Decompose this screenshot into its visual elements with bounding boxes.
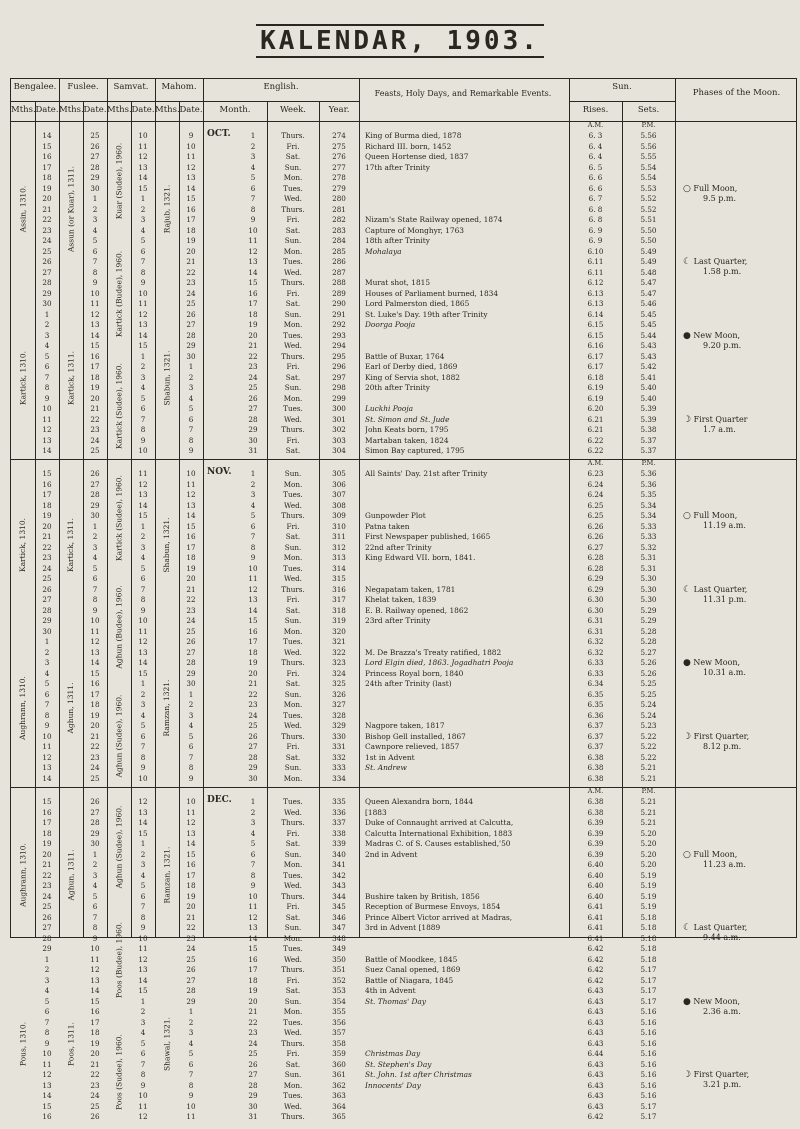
moon-phase-time: 11.19 a.m. — [703, 521, 746, 530]
event-item — [365, 637, 565, 648]
rises-column: 6.38 6.38 6.39 6.39 6.39 6.39 6.40 6.40 6.40 6.40 6.41 6.41 6.41 6.41 6.42 6.42 6.42 6.42 6.43 6.43 6.43 6.43 6.43 6.43 6.44 6.43 6.43 6.43 6.43 6.43 6.42 — [587, 797, 604, 1121]
event-item — [365, 1102, 565, 1113]
beng-dates-column: 15 16 17 18 19 20 21 22 23 24 25 26 27 28 29 1 2 3 4 5 6 7 8 9 10 11 12 13 14 15 16 — [42, 797, 52, 1121]
event-item: 18th after Trinity — [365, 236, 430, 245]
event-item: Patna taken — [365, 521, 410, 531]
moon-phase-icon: ☽ — [683, 731, 692, 742]
fus-dates-column: 25 26 27 28 29 30 1 2 3 4 5 6 7 8 9 10 11 12 13 14 15 16 17 18 19 20 21 22 23 24 25 — [90, 131, 100, 455]
event-item: Battle of Niagara, 1845 — [365, 975, 454, 985]
event-item: Luckhi Pooja — [365, 404, 414, 413]
years-column: 305 306 307 308 309 310 311 312 313 314 315 316 317 318 319 320 321 322 323 324 325 326 327 328 329 330 331 332 333 334 — [332, 469, 346, 783]
fus-dates-column: 26 27 28 29 30 1 2 3 4 5 6 7 8 9 10 11 12 13 14 15 16 17 18 19 20 21 22 23 24 25 — [90, 469, 100, 783]
sam-months-label: Kartick (Sudee), 1960. — [114, 474, 123, 561]
sun-header: Sun. — [612, 82, 632, 92]
event-item: All Saints' Day. 21st after Trinity — [365, 469, 488, 478]
sam-dates-column: 10 11 12 13 14 15 1 2 3 4 5 6 7 8 9 10 11 12 13 14 15 1 2 3 4 5 6 7 8 9 10 — [138, 131, 148, 455]
sam-months-label: Aghun (Sudee), 1960. — [114, 694, 123, 777]
event-item: Queen Hortense died, 1837 — [365, 152, 469, 161]
event-item — [365, 194, 565, 205]
event-item: Cawnpore relieved, 1857 — [365, 742, 460, 751]
moon-phase-time: 8.12 p.m. — [703, 741, 742, 751]
mah-months-label: Shabun, 1321. — [162, 350, 171, 406]
month-header: Month. — [219, 105, 251, 115]
moon-phase — [683, 923, 793, 943]
sam-months-label: Kuar (Sudee), 1960. — [114, 143, 123, 220]
event-item — [365, 490, 565, 501]
moon-phase — [683, 732, 793, 752]
beng-months-label: Aughrann, 1310. — [18, 676, 27, 741]
bengalee-date-header: Date. — [35, 105, 59, 115]
moon-phase-name: Full Moon, — [693, 849, 738, 859]
sam-months-label: Poos (Sudee), 1960. — [114, 1034, 123, 1111]
event-item: 3rd in Advent [1889 — [365, 923, 441, 932]
am-label: A.M. — [587, 459, 604, 467]
event-item: Khelat taken, 1839 — [365, 595, 437, 604]
event-item — [365, 871, 565, 882]
moon-phase-icon: ● — [683, 330, 691, 341]
event-item — [365, 1007, 565, 1018]
month-separator — [11, 787, 796, 788]
mahom-mths-header: Mths. — [155, 105, 180, 115]
moon-phase-time: 9.44 a.m. — [703, 933, 741, 942]
event-item: Earl of Derby died, 1869 — [365, 362, 458, 371]
bengalee-mths-header: Mths. — [11, 105, 36, 115]
event-item: Lord Elgin died, 1863. Jogadhatri Pooja — [365, 658, 514, 667]
event-item — [365, 690, 565, 701]
samvat-header: Samvat. — [113, 82, 149, 92]
event-item — [365, 1091, 565, 1102]
event-item: Richard III. born, 1452 — [365, 141, 452, 151]
sam-dates-column: 12 13 14 15 1 2 3 4 5 6 7 8 9 10 11 12 13 14 15 1 2 3 4 5 6 7 8 9 10 11 12 — [138, 797, 148, 1121]
moon-phase-name: New Moon, — [693, 330, 741, 340]
week-header: Week. — [280, 105, 306, 115]
sam-months-label: Aghun (Sudee), 1960. — [114, 805, 123, 889]
moon-phase — [683, 997, 793, 1017]
fuslee-mths-header: Mths. — [59, 105, 84, 115]
beng-months-label: Kartick, 1310. — [18, 351, 27, 406]
moon-phase — [683, 658, 793, 678]
event-item: Princess Royal born, 1840 — [365, 668, 464, 678]
days-column: 1 2 3 4 5 6 7 8 9 10 11 12 13 14 15 16 17 18 19 20 21 22 23 24 25 26 27 28 29 30 31 — [248, 131, 258, 455]
rises-column: 6.23 6.24 6.24 6.25 6.25 6.26 6.26 6.27 6.28 6.28 6.29 6.29 6.30 6.30 6.31 6.31 6.32 6.32 6.33 6.33 6.34 6.35 6.35 6.36 6.37 6.37 6.37 6.38 6.38 6.38 — [587, 469, 604, 783]
event-item: Battle of Moodkee, 1845 — [365, 954, 458, 964]
fus-dates-column: 26 27 28 29 30 1 2 3 4 5 6 7 8 9 10 11 12 13 14 15 16 17 18 19 20 21 22 23 24 25 26 — [90, 797, 100, 1121]
event-item: [1883 — [365, 807, 387, 817]
event-item: St. Andrew — [365, 763, 407, 772]
event-item: King of Servia shot, 1882 — [365, 372, 461, 382]
event-item — [365, 173, 565, 184]
moon-phase-name: Last Quarter, — [693, 923, 748, 932]
event-item: 1st in Advent — [365, 752, 415, 762]
event-item: Capture of Monghyr, 1763 — [365, 225, 464, 235]
month-name: DEC. — [207, 795, 232, 805]
event-item — [365, 934, 565, 945]
pm-label: P.M. — [641, 787, 656, 795]
event-item — [365, 480, 565, 491]
moon-phase-icon: ☾ — [683, 257, 692, 267]
fuslee-date-header: Date. — [83, 105, 107, 115]
moon-phase-name: Last Quarter, — [693, 584, 748, 594]
moon-phase-time: 11.31 p.m. — [703, 594, 747, 604]
mah-months-label: Shabun, 1321. — [162, 517, 171, 573]
event-item — [365, 700, 565, 711]
moon-phase-icon: ☾ — [683, 923, 692, 933]
fus-months-label: Poos, 1311. — [66, 1022, 75, 1067]
event-item: Gunpowder Plot — [365, 511, 426, 520]
event-item: 22nd after Trinity — [365, 542, 432, 552]
event-item — [365, 564, 565, 575]
event-item — [365, 257, 565, 268]
event-item: Simon Bay captured, 1795 — [365, 446, 465, 455]
month-name: NOV. — [207, 467, 232, 477]
moon-phase-icon: ● — [683, 658, 691, 668]
event-item: First Newspaper published, 1665 — [365, 532, 491, 541]
event-item: St. John. 1st after Christmas — [365, 1070, 472, 1079]
moon-phase-icon: ○ — [683, 183, 691, 194]
event-item: E. B. Railway opened, 1862 — [365, 605, 469, 615]
days-column: 1 2 3 4 5 6 7 8 9 10 11 12 13 14 15 16 17 18 19 20 21 22 23 24 25 26 27 28 29 30 — [248, 469, 258, 783]
event-item: 23rd after Trinity — [365, 616, 431, 625]
event-item: Martaban taken, 1824 — [365, 435, 449, 445]
page-title: KALENDAR, 1903. — [0, 24, 800, 58]
event-item: Innocents' Day — [365, 1080, 421, 1090]
samvat-mths-header: Mths. — [107, 105, 132, 115]
beng-dates-column: 14 15 16 17 18 19 20 21 22 23 24 25 26 27 28 29 30 1 2 3 4 5 6 7 8 9 10 11 12 13 14 — [42, 131, 52, 455]
bengalee-header: Bengalee. — [13, 82, 57, 92]
moon-phase-time: 1.7 a.m. — [703, 424, 736, 434]
moon-phase-time: 1.58 p.m. — [703, 267, 742, 276]
mah-months-label: Shawal, 1321. — [162, 1017, 171, 1072]
event-item — [365, 205, 565, 216]
event-item: Bishop Gell installed, 1867 — [365, 731, 466, 741]
moon-phase-name: New Moon, — [693, 658, 741, 667]
moon-phase — [683, 585, 793, 605]
moon-phase-time: 10.31 a.m. — [703, 668, 746, 677]
events-column — [365, 469, 565, 784]
beng-months-label: Kartick, 1310. — [18, 517, 27, 572]
event-item — [365, 1039, 565, 1050]
moon-phase-icon: ☽ — [683, 414, 692, 425]
moon-phase — [683, 184, 793, 204]
mah-months-label: Ramzan, 1321. — [162, 846, 171, 904]
moon-phase — [683, 331, 793, 351]
feasts-header: Feasts, Holy Days, and Remarkable Events. — [374, 89, 552, 98]
event-item: King of Burma died, 1878 — [365, 131, 462, 140]
fus-months-label: Aghun, 1311. — [66, 682, 75, 734]
moon-phase-icon: ☾ — [683, 584, 692, 595]
mahom-date-header: Date. — [179, 105, 203, 115]
beng-months-label: Aughrann, 1310. — [18, 843, 27, 908]
event-item: Calcutta International Exhibition, 1883 — [365, 828, 513, 838]
weeks-column: Tues. Wed. Thurs. Fri. Sat. Sun. Mon. Tues. Wed. Thurs. Fri. Sat. Sun. Mon. Tues. Wed. Thurs. Fri. Sat. Sun. Mon. Tues. Wed. Thurs. Fri. Sat. Sun. Mon. Tues. Wed. Thurs. — [281, 797, 305, 1121]
event-item — [365, 944, 565, 955]
fus-months-label: Kartick, 1311. — [66, 351, 75, 406]
event-item: Battle of Buxar, 1764 — [365, 351, 445, 361]
moon-phase-name: First Quarter, — [693, 1070, 750, 1079]
event-item: M. De Brazza's Treaty ratified, 1882 — [365, 647, 502, 657]
mah-months-label: Ramzan, 1321. — [162, 679, 171, 737]
event-item — [365, 574, 565, 585]
event-item: 17th after Trinity — [365, 162, 430, 172]
event-item — [365, 1028, 565, 1039]
event-item — [365, 268, 565, 279]
fus-months-label: Assun (or Kuar), 1311. — [66, 166, 75, 253]
event-item — [365, 341, 565, 352]
sam-dates-column: 11 12 13 14 15 1 2 3 4 5 6 7 8 9 10 11 12 13 14 15 1 2 3 4 5 6 7 8 9 10 — [138, 469, 148, 783]
am-label: A.M. — [587, 121, 604, 129]
event-item: St. Thomas' Day — [365, 996, 426, 1006]
event-item — [365, 881, 565, 892]
moon-phase-name: New Moon, — [693, 996, 741, 1006]
events-column — [365, 131, 565, 457]
moon-phase-time: 3.21 p.m. — [703, 1080, 742, 1089]
fus-months-label: Aghun, 1311. — [66, 849, 75, 901]
moon-phase-time: 9.20 p.m. — [703, 340, 742, 350]
event-item: King Edward VII. born, 1841. — [365, 553, 476, 562]
month-block-3 — [11, 787, 796, 1129]
sets-column: 5.36 5.36 5.35 5.34 5.34 5.33 5.33 5.32 5.31 5.31 5.30 5.30 5.30 5.29 5.29 5.28 5.28 5.27 5.26 5.26 5.25 5.25 5.24 5.24 5.23 5.22 5.22 5.22 5.21 5.21 — [640, 469, 657, 783]
event-item: Bushire taken by British, 1856 — [365, 891, 480, 901]
days-column: 1 2 3 4 5 6 7 8 9 10 11 12 13 14 15 16 17 18 19 20 21 22 23 24 25 26 27 28 29 30 31 — [248, 797, 258, 1121]
event-item: Mohalaya — [365, 246, 402, 256]
event-item: Prince Albert Victor arrived at Madras, — [365, 912, 513, 922]
am-label: A.M. — [587, 787, 604, 795]
beng-months-label: Pous, 1310. — [18, 1022, 27, 1067]
samvat-date-header: Date. — [131, 105, 155, 115]
event-item: Madras C. of S. Causes established,'50 — [365, 839, 511, 848]
event-item: John Keats born, 1795 — [365, 425, 449, 434]
moon-phase-icon: ☽ — [683, 1070, 692, 1080]
moon-phase-name: Full Moon, — [693, 183, 738, 193]
sets-header: Sets. — [637, 105, 660, 115]
event-item: Murat shot, 1815 — [365, 278, 431, 287]
years-column: 335 336 337 338 339 340 341 342 343 344 345 346 347 348 349 350 351 352 353 354 355 356 357 358 359 360 361 362 363 364 365 — [332, 797, 346, 1121]
event-item: Suez Canal opened, 1869 — [365, 965, 461, 974]
moon-phase-name: First Quarter — [693, 414, 748, 424]
event-item: Nagpore taken, 1817 — [365, 721, 445, 730]
event-item: St. Simon and St. Jude — [365, 414, 450, 424]
years-column: 274 275 276 277 278 279 280 281 282 283 284 285 286 287 288 289 290 291 292 293 294 295 296 297 298 299 300 301 302 303 304 — [332, 131, 346, 455]
event-item — [365, 394, 565, 405]
event-item: St. Stephen's Day — [365, 1059, 432, 1069]
moon-phase — [683, 1070, 793, 1090]
sets-column: 5.21 5.21 5.21 5.20 5.20 5.20 5.20 5.19 5.19 5.19 5.19 5.18 5.18 5.18 5.18 5.18 5.17 5.17 5.17 5.17 5.16 5.16 5.16 5.16 5.16 5.16 5.16 5.16 5.16 5.17 5.17 — [640, 797, 657, 1121]
event-item: Houses of Parliament burned, 1834 — [365, 288, 499, 298]
rises-header: Rises. — [582, 105, 609, 115]
event-item — [365, 184, 565, 195]
fus-months-label: Kartick, 1311. — [66, 517, 75, 572]
year-header: Year. — [328, 105, 350, 115]
rises-column: 6. 3 6. 4 6. 4 6. 5 6. 6 6. 6 6. 7 6. 8 6. 8 6. 9 6. 9 6.10 6.11 6.11 6.12 6.13 6.13 6.14 6.15 6.15 6.16 6.17 6.17 6.18 6.19 6.19 6.20 6.21 6.21 6.22 6.22 — [587, 131, 604, 455]
event-item — [365, 1112, 565, 1123]
table-header — [11, 79, 796, 122]
event-item: Reception of Burmese Envoys, 1854 — [365, 902, 501, 911]
mah-dates-column: 9 10 11 12 13 14 15 16 17 18 19 20 21 22 23 24 25 26 27 28 29 30 1 2 3 4 5 6 7 8 9 — [186, 131, 196, 455]
event-item: Duke of Connaught arrived at Calcutta, — [365, 818, 514, 827]
pm-label: P.M. — [641, 459, 656, 467]
pm-label: P.M. — [641, 121, 656, 129]
event-item: 4th in Advent — [365, 986, 416, 995]
event-item: 24th after Trinity (last) — [365, 679, 452, 688]
event-item: Lord Palmerston died, 1865 — [365, 299, 470, 308]
moon-phase — [683, 415, 793, 435]
event-item — [365, 627, 565, 638]
month-block-1 — [11, 121, 796, 463]
mahom-header: Mahom. — [161, 82, 197, 92]
moon-phase-name: First Quarter, — [693, 731, 750, 741]
event-item: Christmas Day — [365, 1049, 421, 1058]
mah-months-label: Rajub, 1321. — [162, 185, 171, 234]
event-item: Queen Alexandra born, 1844 — [365, 797, 474, 806]
sam-months-label: Kartick (Sudee), 1960. — [114, 363, 123, 450]
moon-phase-time: 2.36 a.m. — [703, 1006, 741, 1016]
event-item: Negapatam taken, 1781 — [365, 584, 456, 594]
event-item: 20th after Trinity — [365, 383, 430, 392]
moon-phase-name: Last Quarter, — [693, 257, 748, 266]
event-item — [365, 711, 565, 722]
moon-phase — [683, 511, 793, 531]
weeks-column: Thurs. Fri. Sat. Sun. Mon. Tues. Wed. Thurs. Fri. Sat. Sun. Mon. Tues. Wed. Thurs. Fri. Sat. Sun. Mon. Tues. Wed. Thurs. Fri. Sat. Sun. Mon. Tues. Wed. Thurs. Fri. Sat. — [281, 131, 305, 455]
moon-phase — [683, 257, 793, 277]
moon-phase-icon: ○ — [683, 511, 691, 521]
month-name: OCT. — [207, 129, 231, 139]
fuslee-header: Fuslee. — [67, 82, 99, 92]
event-item — [365, 1018, 565, 1029]
phases-header: Phases of the Moon. — [692, 88, 781, 98]
sam-months-label: Poos (Budee), 1960. — [114, 921, 123, 998]
beng-dates-column: 15 16 17 18 19 20 21 22 23 24 25 26 27 28 29 30 1 2 3 4 5 6 7 8 9 10 11 12 13 14 — [42, 469, 52, 783]
mah-dates-column: 10 11 12 13 14 15 16 17 18 19 20 21 22 23 24 25 26 27 28 29 30 1 2 3 4 5 6 7 8 9 — [186, 469, 196, 783]
moon-phase-name: Full Moon, — [693, 511, 738, 520]
event-item — [365, 501, 565, 512]
moon-phase-time: 9.5 p.m. — [703, 193, 737, 203]
event-item — [365, 860, 565, 871]
events-column — [365, 797, 565, 1123]
moon-phase-icon: ● — [683, 996, 691, 1007]
event-item: St. Luke's Day. 19th after Trinity — [365, 309, 488, 319]
mah-dates-column: 10 11 12 13 14 15 16 17 18 19 20 21 22 23 24 25 26 27 28 29 1 2 3 4 5 6 7 8 9 10 11 — [186, 797, 196, 1121]
month-block-2 — [11, 459, 796, 790]
sets-column: 5.56 5.56 5.55 5.54 5.54 5.53 5.52 5.52 5.51 5.50 5.50 5.49 5.49 5.48 5.47 5.47 5.46 5.45 5.45 5.44 5.43 5.43 5.42 5.41 5.40 5.40 5.39 5.39 5.38 5.37 5.37 — [640, 131, 657, 455]
event-item: Nizam's State Railway opened, 1874 — [365, 215, 503, 224]
month-separator — [11, 459, 796, 460]
event-item: 2nd in Advent — [365, 849, 418, 859]
event-item — [365, 331, 565, 342]
english-header: English. — [263, 82, 299, 92]
moon-phase — [683, 850, 793, 870]
event-item — [365, 774, 565, 785]
weeks-column: Sun. Mon. Tues. Wed. Thurs. Fri. Sat. Sun. Mon. Tues. Wed. Thurs. Fri. Sat. Sun. Mon. Tues. Wed. Thurs. Fri. Sat. Sun. Mon. Tues. Wed. Thurs. Fri. Sat. Sun. Mon. — [281, 469, 305, 783]
moon-phase-icon: ○ — [683, 849, 691, 860]
event-item: Doorga Pooja — [365, 320, 416, 329]
beng-months-label: Assin, 1310. — [18, 186, 27, 233]
kalendar-table — [10, 78, 797, 1121]
sam-months-label: Kartick (Budee), 1960. — [114, 250, 123, 337]
sam-months-label: Aghun (Budee), 1960. — [114, 584, 123, 669]
moon-phase-time: 11.23 a.m. — [703, 859, 746, 869]
